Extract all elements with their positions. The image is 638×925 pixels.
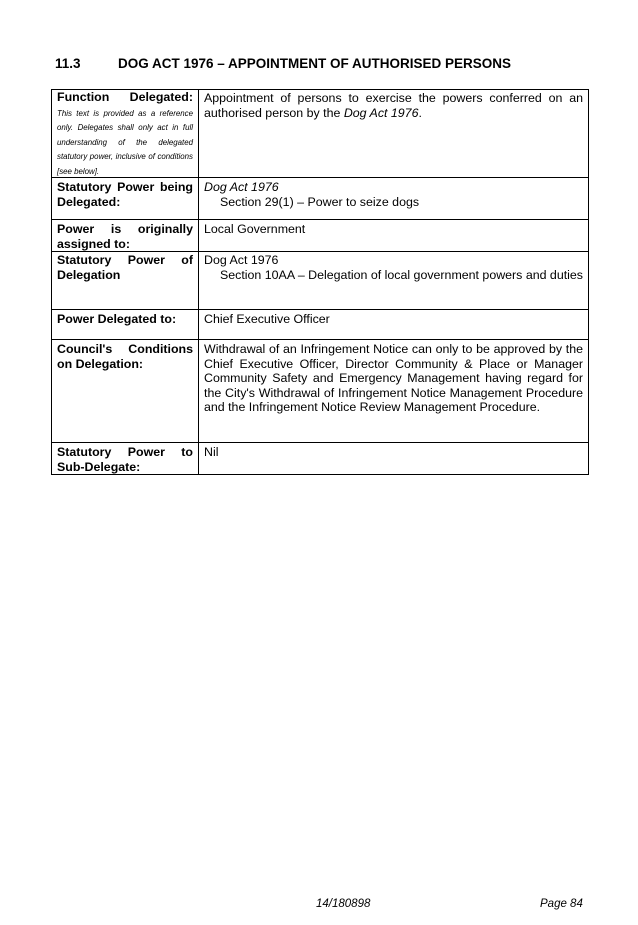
section-number: 11.3	[55, 56, 81, 71]
row-label: Power is originally assigned to:	[57, 222, 193, 251]
value-cell	[199, 178, 589, 220]
label-cell	[52, 252, 199, 310]
delegation-table	[51, 89, 589, 475]
act-name: Dog Act 1976	[204, 180, 279, 194]
table-row-statutory-power	[52, 178, 589, 220]
assigned-to-value: Local Government	[204, 222, 306, 236]
table-row-council-conditions	[52, 340, 589, 443]
reference-note: This text is provided as a reference only. Delegates shall only act in full understanding of the delegated statutory power, inclusive of conditions [see below].	[57, 108, 193, 176]
table-row-sub-delegate	[52, 443, 589, 475]
function-text-end: .	[418, 105, 422, 120]
conditions-text: Withdrawal of an Infringement Notice can only to be approved by the Chief Executive Officer, Director Community & Place or Manager Community Safety and Emergency Management having regard for the City's Withdrawal of Infringement Notice Management Procedure and the Infringement Notice Review Management Procedure.	[204, 342, 583, 414]
table-row-delegated-to	[52, 310, 589, 340]
label-cell	[52, 340, 199, 443]
value-cell	[199, 90, 589, 178]
table-row-power-of-delegation	[52, 252, 589, 310]
row-label: Statutory Power to Sub-Delegate:	[57, 445, 193, 474]
label-cell	[52, 220, 199, 252]
row-label: Function Delegated:	[57, 90, 193, 104]
value-cell	[199, 252, 589, 310]
label-cell	[52, 310, 199, 340]
label-cell	[52, 443, 199, 475]
value-cell	[199, 310, 589, 340]
value-cell	[199, 220, 589, 252]
row-label: Statutory Power of Delegation	[57, 253, 193, 282]
function-text: Appointment of persons to exercise the powers conferred on an authorised person by the	[204, 91, 583, 120]
page-number: Page 84	[540, 898, 583, 910]
act-name: Dog Act 1976	[204, 253, 279, 267]
function-act-name: Dog Act 1976	[343, 105, 419, 120]
row-label: Power Delegated to:	[57, 312, 177, 326]
label-cell	[52, 178, 199, 220]
delegated-to-value: Chief Executive Officer	[204, 312, 330, 326]
table-row-originally-assigned	[52, 220, 589, 252]
label-cell	[52, 90, 199, 178]
sub-delegate-value: Nil	[204, 445, 219, 459]
section-reference: Section 29(1) – Power to seize dogs	[220, 194, 420, 209]
table-row-function-delegated	[52, 90, 589, 178]
document-reference: 14/180898	[316, 898, 371, 910]
value-cell	[199, 443, 589, 475]
value-cell	[199, 340, 589, 443]
row-label: Statutory Power being Delegated:	[57, 180, 193, 209]
row-label: Council's Conditions on Delegation:	[57, 342, 193, 371]
section-heading	[55, 55, 595, 73]
section-title: DOG ACT 1976 – APPOINTMENT OF AUTHORISED PERSONS	[118, 56, 512, 71]
section-reference: Section 10AA – Delegation of local government powers and duties	[220, 267, 584, 282]
